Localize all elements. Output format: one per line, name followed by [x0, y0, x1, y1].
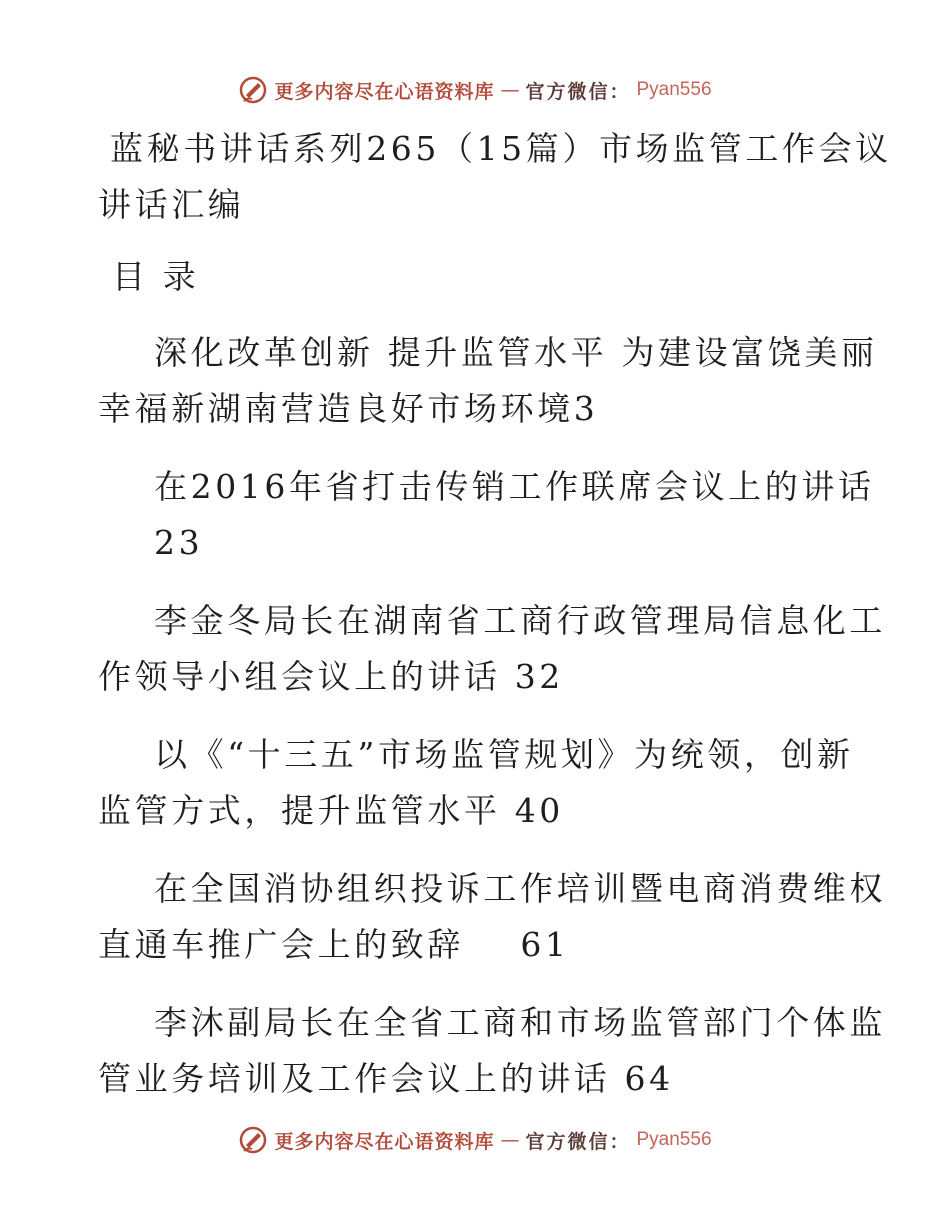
toc-item-5-line2: 直通车推广会上的致辞 61	[98, 925, 570, 964]
header-watermark	[0, 70, 950, 110]
toc-item-3-line1: 李金冬局长在湖南省工商行政管理局信息化工	[154, 601, 886, 640]
toc-item-1-line2: 幸福新湖南营造良好市场环境3	[98, 389, 599, 428]
toc-item-1-line1: 深化改革创新 提升监管水平 为建设富饶美丽	[154, 333, 878, 372]
toc-heading: 目 录	[112, 257, 200, 296]
toc-item-3-line2: 作领导小组会议上的讲话 32	[98, 657, 564, 696]
toc-item-2-line1: 在2016年省打击传销工作联席会议上的讲话	[154, 467, 875, 506]
banner-text: 更多内容尽在心语资料库	[274, 80, 495, 103]
banner-wechat-id: Pyan556	[636, 79, 712, 100]
pen-logo-icon	[238, 75, 268, 105]
doc-title-line2: 讲话汇编	[98, 185, 245, 224]
banner-separator: —	[500, 1129, 520, 1151]
banner-separator: —	[500, 79, 520, 101]
banner-wechat-label: 官方微信：	[525, 1130, 631, 1153]
toc-item-2-line2: 23	[154, 523, 204, 562]
toc-item-4-line2: 监管方式，提升监管水平 40	[98, 791, 564, 830]
footer-watermark	[0, 1120, 950, 1160]
toc-item-6-line2: 管业务培训及工作会议上的讲话 64	[98, 1059, 674, 1098]
banner-text: 更多内容尽在心语资料库	[274, 1130, 495, 1153]
doc-title-line1: 蓝秘书讲话系列265（15篇）市场监管工作会议	[110, 129, 892, 168]
toc-item-6-line1: 李沐副局长在全省工商和市场监管部门个体监	[154, 1003, 886, 1042]
toc-item-4-line1: 以《“十三五”市场监管规划》为统领，创新	[154, 735, 854, 774]
banner-wechat-id: Pyan556	[636, 1129, 712, 1150]
banner-wechat-label: 官方微信：	[525, 80, 631, 103]
toc-item-5-line1: 在全国消协组织投诉工作培训暨电商消费维权	[154, 869, 886, 908]
pen-logo-icon	[238, 1125, 268, 1155]
